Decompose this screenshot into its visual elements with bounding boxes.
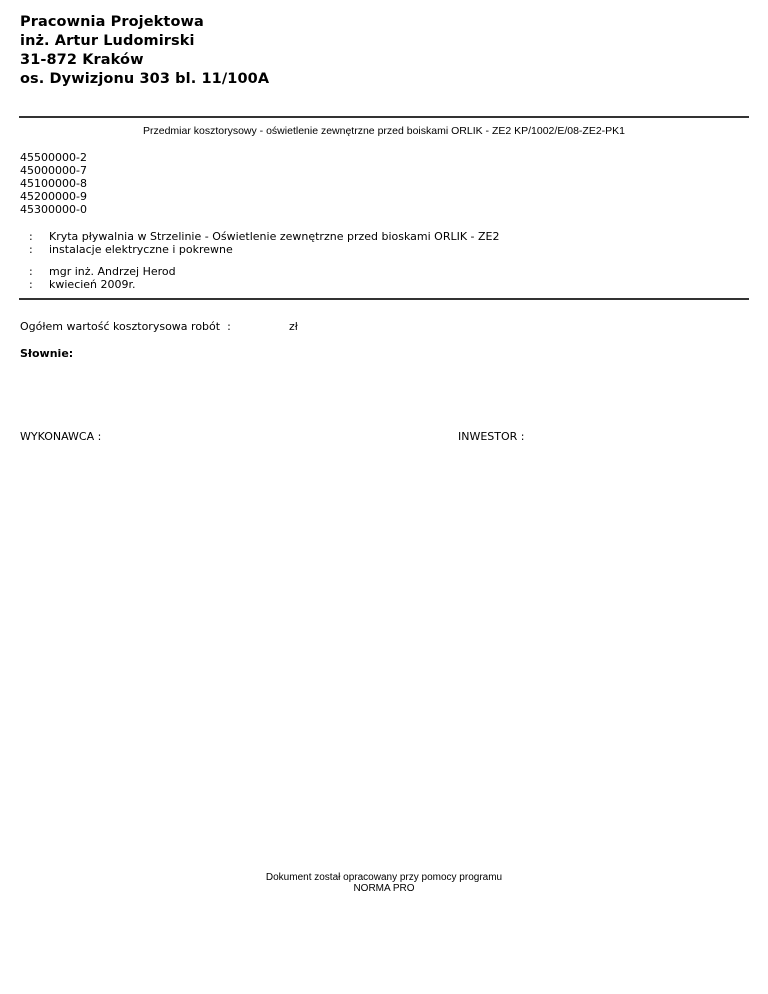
- in-words-label: Słownie:: [20, 347, 74, 360]
- middle-divider: [19, 298, 749, 300]
- company-name: Pracownia Projektowa: [20, 14, 204, 30]
- company-postal: 31-872 Kraków: [20, 52, 144, 68]
- company-owner: inż. Artur Ludomirski: [20, 33, 195, 49]
- colon: :: [29, 243, 33, 256]
- colon: :: [29, 230, 33, 243]
- cpv-code: 45300000-0: [20, 203, 87, 216]
- author-info: [20, 265, 176, 291]
- document-subject: Przedmiar kosztorysowy - oświetlenie zewnętrzne przed boiskami ORLIK - ZE2 KP/1002/E/08-ZE2-PK1: [142, 125, 626, 137]
- cpv-code: 45000000-7: [20, 164, 87, 177]
- colon: :: [29, 278, 33, 291]
- footer-line: Dokument został opracowany przy pomocy programu: [265, 872, 503, 883]
- footer-note: [0, 872, 768, 894]
- cpv-code: 45200000-9: [20, 190, 87, 203]
- cpv-code: 45500000-2: [20, 151, 87, 164]
- project-info: [20, 230, 500, 256]
- document-date: kwiecień 2009r.: [49, 278, 136, 291]
- cpv-code: 45100000-8: [20, 177, 87, 190]
- currency-unit: zł: [289, 320, 298, 333]
- footer-program: NORMA PRO: [353, 883, 415, 894]
- investor-label: INWESTOR :: [458, 430, 525, 443]
- author-name: mgr inż. Andrzej Herod: [49, 265, 176, 278]
- project-name: Kryta pływalnia w Strzelinie - Oświetlenie zewnętrzne przed bioskami ORLIK - ZE2: [49, 230, 500, 243]
- colon: :: [29, 265, 33, 278]
- project-branch: instalacje elektryczne i pokrewne: [49, 243, 233, 256]
- total-value-label: Ogółem wartość kosztorysowa robót :: [20, 320, 231, 333]
- contractor-label: WYKONAWCA :: [20, 430, 102, 443]
- cpv-code-list: [20, 151, 87, 216]
- company-street: os. Dywizjonu 303 bl. 11/100A: [20, 71, 270, 87]
- top-divider: [19, 116, 749, 118]
- company-header: [20, 13, 269, 89]
